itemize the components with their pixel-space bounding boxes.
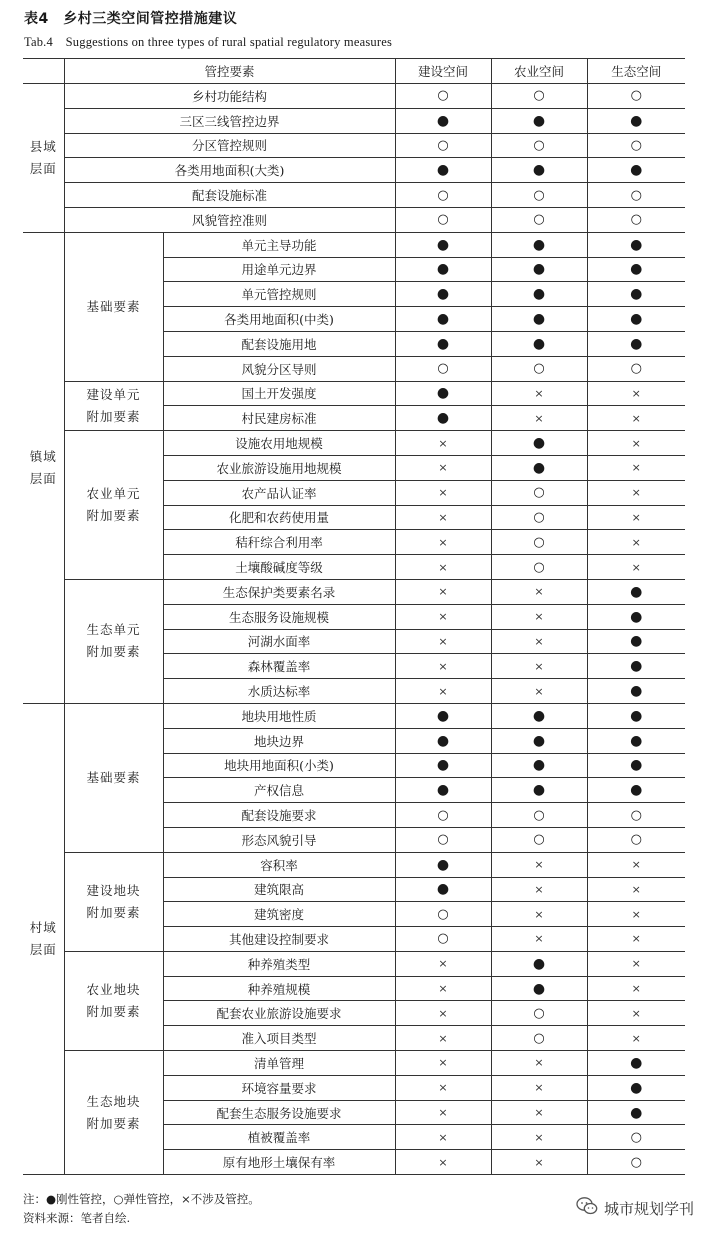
group-label: [64, 232, 163, 381]
no-control-mark: ×: [395, 1150, 491, 1175]
no-control-mark: ×: [587, 976, 685, 1001]
elastic-control-mark: ○: [491, 84, 587, 109]
rigid-control-mark: ●: [491, 976, 587, 1001]
table-row: [23, 84, 685, 109]
table-title: 表4 乡村三类空间管控措施建议: [24, 11, 238, 27]
group-label-line1: 生态地块: [86, 1093, 141, 1109]
no-control-mark: ×: [587, 1026, 685, 1051]
item-cell: 准入项目类型: [163, 1026, 395, 1051]
item-cell: 建筑限高: [163, 877, 395, 902]
no-control-mark: ×: [395, 679, 491, 704]
table-row: [23, 108, 685, 133]
level-label-line2: 层面: [29, 470, 57, 486]
item-cell: 风貌管控准则: [64, 207, 395, 232]
no-control-mark: ×: [491, 1051, 587, 1076]
group-label-line1: 建设地块: [86, 882, 141, 898]
rigid-control-mark: ●: [395, 158, 491, 183]
group-label-line1: 生态单元: [86, 622, 141, 638]
rigid-control-mark: ●: [491, 307, 587, 332]
elastic-control-mark: ○: [587, 803, 685, 828]
item-cell: 各类用地面积(中类): [163, 307, 395, 332]
item-cell: 地块用地面积(小类): [163, 753, 395, 778]
no-control-mark: ×: [587, 1001, 685, 1026]
level-label: [23, 84, 64, 233]
rigid-control-mark: ●: [395, 108, 491, 133]
table-row: [23, 207, 685, 232]
elastic-control-mark: ○: [587, 133, 685, 158]
table-row: [23, 431, 685, 456]
elastic-control-mark: ○: [491, 480, 587, 505]
elastic-control-mark: ○: [395, 927, 491, 952]
brand-name: 城市规划学刊: [603, 1199, 694, 1218]
table-row: [23, 703, 685, 728]
no-control-mark: ×: [491, 679, 587, 704]
elastic-control-mark: ○: [587, 1150, 685, 1175]
rigid-control-mark: ●: [395, 307, 491, 332]
elastic-control-mark: ○: [491, 555, 587, 580]
level-label-line2: 层面: [29, 941, 57, 957]
rigid-control-mark: ●: [395, 282, 491, 307]
item-cell: 环境容量要求: [163, 1075, 395, 1100]
item-cell: 配套生态服务设施要求: [163, 1100, 395, 1125]
no-control-mark: ×: [587, 505, 685, 530]
group-label-line2: 附加要素: [86, 904, 141, 920]
no-control-mark: ×: [587, 951, 685, 976]
item-cell: 建筑密度: [163, 902, 395, 927]
level-label: [23, 703, 64, 1174]
no-control-mark: ×: [587, 530, 685, 555]
item-cell: 土壤酸碱度等级: [163, 555, 395, 580]
no-control-mark: ×: [587, 381, 685, 406]
table-header-row: [23, 59, 685, 84]
rigid-control-mark: ●: [587, 158, 685, 183]
group-label: [64, 951, 163, 1050]
table-row: [23, 852, 685, 877]
item-cell: 清单管理: [163, 1051, 395, 1076]
rigid-control-mark: ●: [491, 232, 587, 257]
table-row: [23, 951, 685, 976]
no-control-mark: ×: [395, 1075, 491, 1100]
level-label-line2: 层面: [29, 160, 57, 176]
no-control-mark: ×: [491, 902, 587, 927]
level-label-line1: 镇域: [29, 448, 57, 464]
no-control-mark: ×: [395, 431, 491, 456]
elastic-control-mark: ○: [491, 505, 587, 530]
elastic-control-mark: ○: [395, 902, 491, 927]
item-cell: 植被覆盖率: [163, 1125, 395, 1150]
rigid-control-mark: ●: [491, 951, 587, 976]
no-control-mark: ×: [587, 927, 685, 952]
rigid-control-mark: ●: [395, 381, 491, 406]
no-control-mark: ×: [587, 555, 685, 580]
no-control-mark: ×: [395, 951, 491, 976]
rigid-control-mark: ●: [491, 778, 587, 803]
no-control-mark: ×: [491, 604, 587, 629]
table-row: [23, 133, 685, 158]
no-control-mark: ×: [395, 1026, 491, 1051]
no-control-mark: ×: [587, 480, 685, 505]
header-element: 管控要素: [64, 59, 395, 84]
rigid-control-mark: ●: [587, 1100, 685, 1125]
table-row: [23, 232, 685, 257]
elastic-control-mark: ○: [491, 356, 587, 381]
no-control-mark: ×: [395, 505, 491, 530]
group-label: [64, 381, 163, 431]
no-control-mark: ×: [587, 877, 685, 902]
item-cell: 形态风貌引导: [163, 827, 395, 852]
table-notes: [23, 1190, 260, 1228]
rigid-control-mark: ●: [587, 679, 685, 704]
no-control-mark: ×: [491, 406, 587, 431]
item-cell: 产权信息: [163, 778, 395, 803]
rigid-control-mark: ●: [587, 654, 685, 679]
no-control-mark: ×: [587, 406, 685, 431]
item-cell: 配套设施用地: [163, 331, 395, 356]
item-cell: 水质达标率: [163, 679, 395, 704]
header-space-1: 农业空间: [491, 59, 587, 84]
no-control-mark: ×: [395, 1001, 491, 1026]
rigid-control-mark: ●: [587, 728, 685, 753]
rigid-control-mark: ●: [491, 108, 587, 133]
no-control-mark: ×: [395, 579, 491, 604]
rigid-control-mark: ●: [395, 753, 491, 778]
header-space-2: 生态空间: [587, 59, 685, 84]
no-control-mark: ×: [491, 1075, 587, 1100]
no-control-mark: ×: [395, 530, 491, 555]
item-cell: 分区管控规则: [64, 133, 395, 158]
rigid-control-mark: ●: [587, 1075, 685, 1100]
no-control-mark: ×: [587, 902, 685, 927]
group-label-line2: 附加要素: [86, 508, 141, 524]
rigid-control-mark: ●: [587, 629, 685, 654]
no-control-mark: ×: [395, 1100, 491, 1125]
item-cell: 森林覆盖率: [163, 654, 395, 679]
group-label-line2: 附加要素: [86, 1115, 141, 1131]
item-cell: 容积率: [163, 852, 395, 877]
rigid-control-mark: ●: [395, 232, 491, 257]
no-control-mark: ×: [491, 877, 587, 902]
no-control-mark: ×: [395, 976, 491, 1001]
group-label: [64, 431, 163, 580]
rigid-control-mark: ●: [491, 703, 587, 728]
no-control-mark: ×: [491, 852, 587, 877]
rigid-control-mark: ●: [587, 1051, 685, 1076]
item-cell: 乡村功能结构: [64, 84, 395, 109]
group-label: [64, 703, 163, 852]
elastic-control-mark: ○: [491, 183, 587, 208]
rigid-control-mark: ●: [587, 778, 685, 803]
item-cell: 生态保护类要素名录: [163, 579, 395, 604]
no-control-mark: ×: [587, 455, 685, 480]
group-label-line2: 附加要素: [86, 644, 141, 660]
no-control-mark: ×: [491, 1150, 587, 1175]
rigid-control-mark: ●: [491, 753, 587, 778]
elastic-control-mark: ○: [587, 1125, 685, 1150]
header-blank: [23, 59, 64, 84]
no-control-mark: ×: [491, 381, 587, 406]
elastic-control-mark: ○: [491, 803, 587, 828]
item-cell: 化肥和农药使用量: [163, 505, 395, 530]
rigid-control-mark: ●: [587, 753, 685, 778]
item-cell: 生态服务设施规模: [163, 604, 395, 629]
no-control-mark: ×: [491, 1100, 587, 1125]
elastic-control-mark: ○: [395, 803, 491, 828]
rigid-control-mark: ●: [491, 728, 587, 753]
table-row: [23, 579, 685, 604]
item-cell: 农业旅游设施用地规模: [163, 455, 395, 480]
elastic-control-mark: ○: [491, 827, 587, 852]
item-cell: 设施农用地规模: [163, 431, 395, 456]
no-control-mark: ×: [491, 927, 587, 952]
rigid-control-mark: ●: [395, 406, 491, 431]
source-note: 资料来源：笔者自绘.: [23, 1211, 131, 1225]
rigid-control-mark: ●: [587, 282, 685, 307]
rigid-control-mark: ●: [491, 158, 587, 183]
no-control-mark: ×: [395, 1051, 491, 1076]
no-control-mark: ×: [491, 579, 587, 604]
rigid-control-mark: ●: [395, 852, 491, 877]
item-cell: 地块边界: [163, 728, 395, 753]
no-control-mark: ×: [395, 629, 491, 654]
rigid-control-mark: ●: [587, 108, 685, 133]
table-row: [23, 1051, 685, 1076]
item-cell: 各类用地面积(大类): [64, 158, 395, 183]
rigid-control-mark: ●: [587, 331, 685, 356]
elastic-control-mark: ○: [395, 133, 491, 158]
no-control-mark: ×: [587, 431, 685, 456]
rigid-control-mark: ●: [491, 257, 587, 282]
table-row: [23, 183, 685, 208]
group-label: [64, 852, 163, 951]
no-control-mark: ×: [395, 480, 491, 505]
legend-note: 注：●刚性管控，○弹性管控，×不涉及管控。: [23, 1192, 260, 1206]
group-label-line1: 农业地块: [86, 981, 141, 997]
no-control-mark: ×: [395, 1125, 491, 1150]
elastic-control-mark: ○: [395, 827, 491, 852]
regulatory-measures-table: [23, 58, 685, 1175]
no-control-mark: ×: [491, 654, 587, 679]
elastic-control-mark: ○: [587, 827, 685, 852]
item-cell: 用途单元边界: [163, 257, 395, 282]
group-label-line1: 建设单元: [86, 386, 141, 402]
rigid-control-mark: ●: [395, 877, 491, 902]
no-control-mark: ×: [395, 555, 491, 580]
item-cell: 国土开发强度: [163, 381, 395, 406]
elastic-control-mark: ○: [491, 530, 587, 555]
no-control-mark: ×: [491, 1125, 587, 1150]
item-cell: 单元主导功能: [163, 232, 395, 257]
rigid-control-mark: ●: [587, 257, 685, 282]
item-cell: 原有地形土壤保有率: [163, 1150, 395, 1175]
rigid-control-mark: ●: [491, 431, 587, 456]
elastic-control-mark: ○: [587, 207, 685, 232]
table-title-english: Tab.4 Suggestions on three types of rural spatial regulatory measures: [24, 35, 393, 49]
group-label-line2: 附加要素: [86, 408, 141, 424]
no-control-mark: ×: [587, 852, 685, 877]
table-row: [23, 381, 685, 406]
item-cell: 农产品认证率: [163, 480, 395, 505]
elastic-control-mark: ○: [491, 1026, 587, 1051]
elastic-control-mark: ○: [587, 183, 685, 208]
elastic-control-mark: ○: [587, 356, 685, 381]
rigid-control-mark: ●: [491, 455, 587, 480]
rigid-control-mark: ●: [587, 703, 685, 728]
item-cell: 村民建房标准: [163, 406, 395, 431]
group-label-line1: 农业单元: [86, 486, 141, 502]
item-cell: 种养殖规模: [163, 976, 395, 1001]
rigid-control-mark: ●: [395, 778, 491, 803]
item-cell: 配套农业旅游设施要求: [163, 1001, 395, 1026]
elastic-control-mark: ○: [395, 356, 491, 381]
rigid-control-mark: ●: [587, 307, 685, 332]
elastic-control-mark: ○: [587, 84, 685, 109]
elastic-control-mark: ○: [491, 133, 587, 158]
item-cell: 单元管控规则: [163, 282, 395, 307]
item-cell: 秸秆综合利用率: [163, 530, 395, 555]
elastic-control-mark: ○: [395, 84, 491, 109]
item-cell: 其他建设控制要求: [163, 927, 395, 952]
header-space-0: 建设空间: [395, 59, 491, 84]
elastic-control-mark: ○: [491, 207, 587, 232]
rigid-control-mark: ●: [587, 579, 685, 604]
group-label-line1: 基础要素: [86, 298, 141, 314]
brand-watermark: [576, 1196, 694, 1220]
rigid-control-mark: ●: [491, 331, 587, 356]
group-label-line1: 基础要素: [86, 769, 141, 785]
no-control-mark: ×: [395, 604, 491, 629]
group-label: [64, 1051, 163, 1175]
elastic-control-mark: ○: [395, 207, 491, 232]
elastic-control-mark: ○: [395, 183, 491, 208]
rigid-control-mark: ●: [395, 257, 491, 282]
item-cell: 配套设施标准: [64, 183, 395, 208]
item-cell: 地块用地性质: [163, 703, 395, 728]
table-row: [23, 158, 685, 183]
elastic-control-mark: ○: [491, 1001, 587, 1026]
item-cell: 河湖水面率: [163, 629, 395, 654]
wechat-icon: [576, 1196, 598, 1220]
rigid-control-mark: ●: [395, 728, 491, 753]
level-label: [23, 232, 64, 703]
item-cell: 风貌分区导则: [163, 356, 395, 381]
rigid-control-mark: ●: [395, 703, 491, 728]
rigid-control-mark: ●: [395, 331, 491, 356]
group-label-line2: 附加要素: [86, 1003, 141, 1019]
item-cell: 三区三线管控边界: [64, 108, 395, 133]
item-cell: 配套设施要求: [163, 803, 395, 828]
rigid-control-mark: ●: [491, 282, 587, 307]
no-control-mark: ×: [491, 629, 587, 654]
item-cell: 种养殖类型: [163, 951, 395, 976]
rigid-control-mark: ●: [587, 232, 685, 257]
level-label-line1: 村域: [29, 919, 57, 935]
group-label: [64, 579, 163, 703]
no-control-mark: ×: [395, 654, 491, 679]
rigid-control-mark: ●: [587, 604, 685, 629]
level-label-line1: 县域: [29, 138, 57, 154]
no-control-mark: ×: [395, 455, 491, 480]
